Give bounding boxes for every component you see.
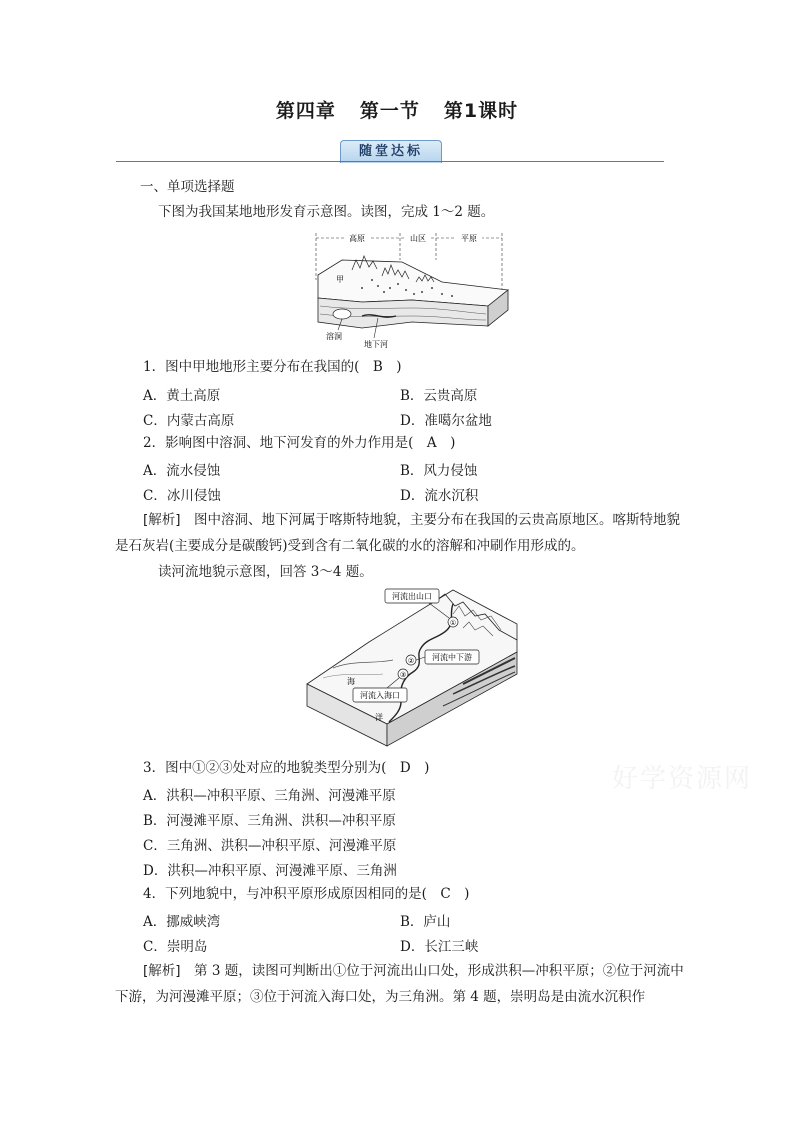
question-3-option-d: D．洪积—冲积平原、河漫滩平原、三角洲 (143, 863, 397, 879)
question-1-option-d: D．准噶尔盆地 (400, 413, 492, 429)
chapter-title: 第四章 (275, 100, 336, 122)
question-3-option-b: B．河漫滩平原、三角洲、洪积—冲积平原 (143, 813, 396, 829)
label-jia: 甲 (336, 275, 344, 284)
question-1-option-a: A．黄土高原 (143, 388, 221, 404)
question-3-option-c: C．三角洲、洪积—冲积平原、河漫滩平原 (143, 838, 397, 854)
question-4-stem: 4．下列地貌中，与冲积平原形成原因相同的是( C ) (143, 886, 470, 902)
question-2-option-d: D．流水沉积 (400, 488, 479, 504)
karst-landform-figure (312, 230, 510, 348)
watermark: 好学资源网 (612, 764, 753, 794)
question-4-option-a: A．挪威峡湾 (143, 914, 221, 930)
label-ocean: 洋 (375, 713, 383, 722)
section-badge: 随堂达标 (340, 140, 442, 163)
analysis-2-text: 第 3 题，读图可判断出①位于河流出山口处，形成洪积—冲积平原；②位于河流中下游，为河漫滩平原；③位于河流入海口处，为三角洲。第 4 题，崇明岛是由流水沉积作 (115, 963, 684, 1005)
marker-1: ① (449, 619, 457, 627)
analysis-2-tag: [解析] (143, 963, 181, 979)
question-4-option-d: D．长江三峡 (400, 939, 479, 955)
question-3-option-a: A．洪积—冲积平原、三角洲、河漫滩平原 (143, 788, 396, 804)
label-mid-lower-reaches: 河流中下游 (432, 653, 472, 662)
intro-text-1: 下图为我国某地地形发育示意图。读图，完成 1～2 题。 (158, 204, 495, 220)
question-2-option-a: A．流水侵蚀 (143, 463, 221, 479)
label-plain: 平原 (461, 234, 477, 243)
section-title: 第一节 (359, 100, 420, 122)
analysis-1-text: 图中溶洞、地下河属于喀斯特地貌，主要分布在我国的云贵高原地区。喀斯特地貌是石灰岩(主要成分是碳酸钙)受到含有二氧化碳的水的溶解和冲刷作用形成的。 (115, 512, 681, 554)
label-plateau: 高原 (349, 234, 365, 243)
label-sea: 海 (347, 677, 355, 686)
analysis-1 (115, 507, 685, 559)
question-1-stem: 1．图中甲地地形主要分布在我国的( B ) (143, 359, 402, 375)
label-river-mouth: 河流入海口 (360, 691, 400, 700)
question-2-option-c: C．冰川侵蚀 (143, 488, 221, 504)
question-1-option-b: B．云贵高原 (400, 388, 478, 404)
question-type-heading: 一、单项选择题 (140, 179, 235, 195)
question-4-option-c: C．崇明岛 (143, 939, 208, 955)
question-4-option-b: B．庐山 (400, 914, 451, 930)
label-underground-river: 地下河 (364, 340, 388, 348)
analysis-2 (115, 958, 685, 1010)
lesson-title: 第1课时 (443, 100, 519, 122)
marker-3: ③ (399, 671, 407, 679)
analysis-1-tag: [解析] (143, 512, 181, 528)
question-1-option-c: C．内蒙古高原 (143, 413, 235, 429)
label-cave: 溶洞 (326, 332, 342, 341)
intro-text-2: 读河流地貌示意图，回答 3～4 题。 (158, 564, 373, 580)
label-mountain-exit: 河流出山口 (392, 592, 432, 601)
river-landform-figure (303, 584, 523, 748)
header-rule (116, 161, 664, 162)
page-title (0, 96, 794, 123)
question-3-stem: 3．图中①②③处对应的地貌类型分别为( D ) (143, 760, 430, 776)
label-mountain: 山区 (410, 234, 426, 243)
question-2-option-b: B．风力侵蚀 (400, 463, 478, 479)
question-2-stem: 2．影响图中溶洞、地下河发育的外力作用是( A ) (143, 435, 456, 451)
marker-2: ② (407, 657, 415, 665)
